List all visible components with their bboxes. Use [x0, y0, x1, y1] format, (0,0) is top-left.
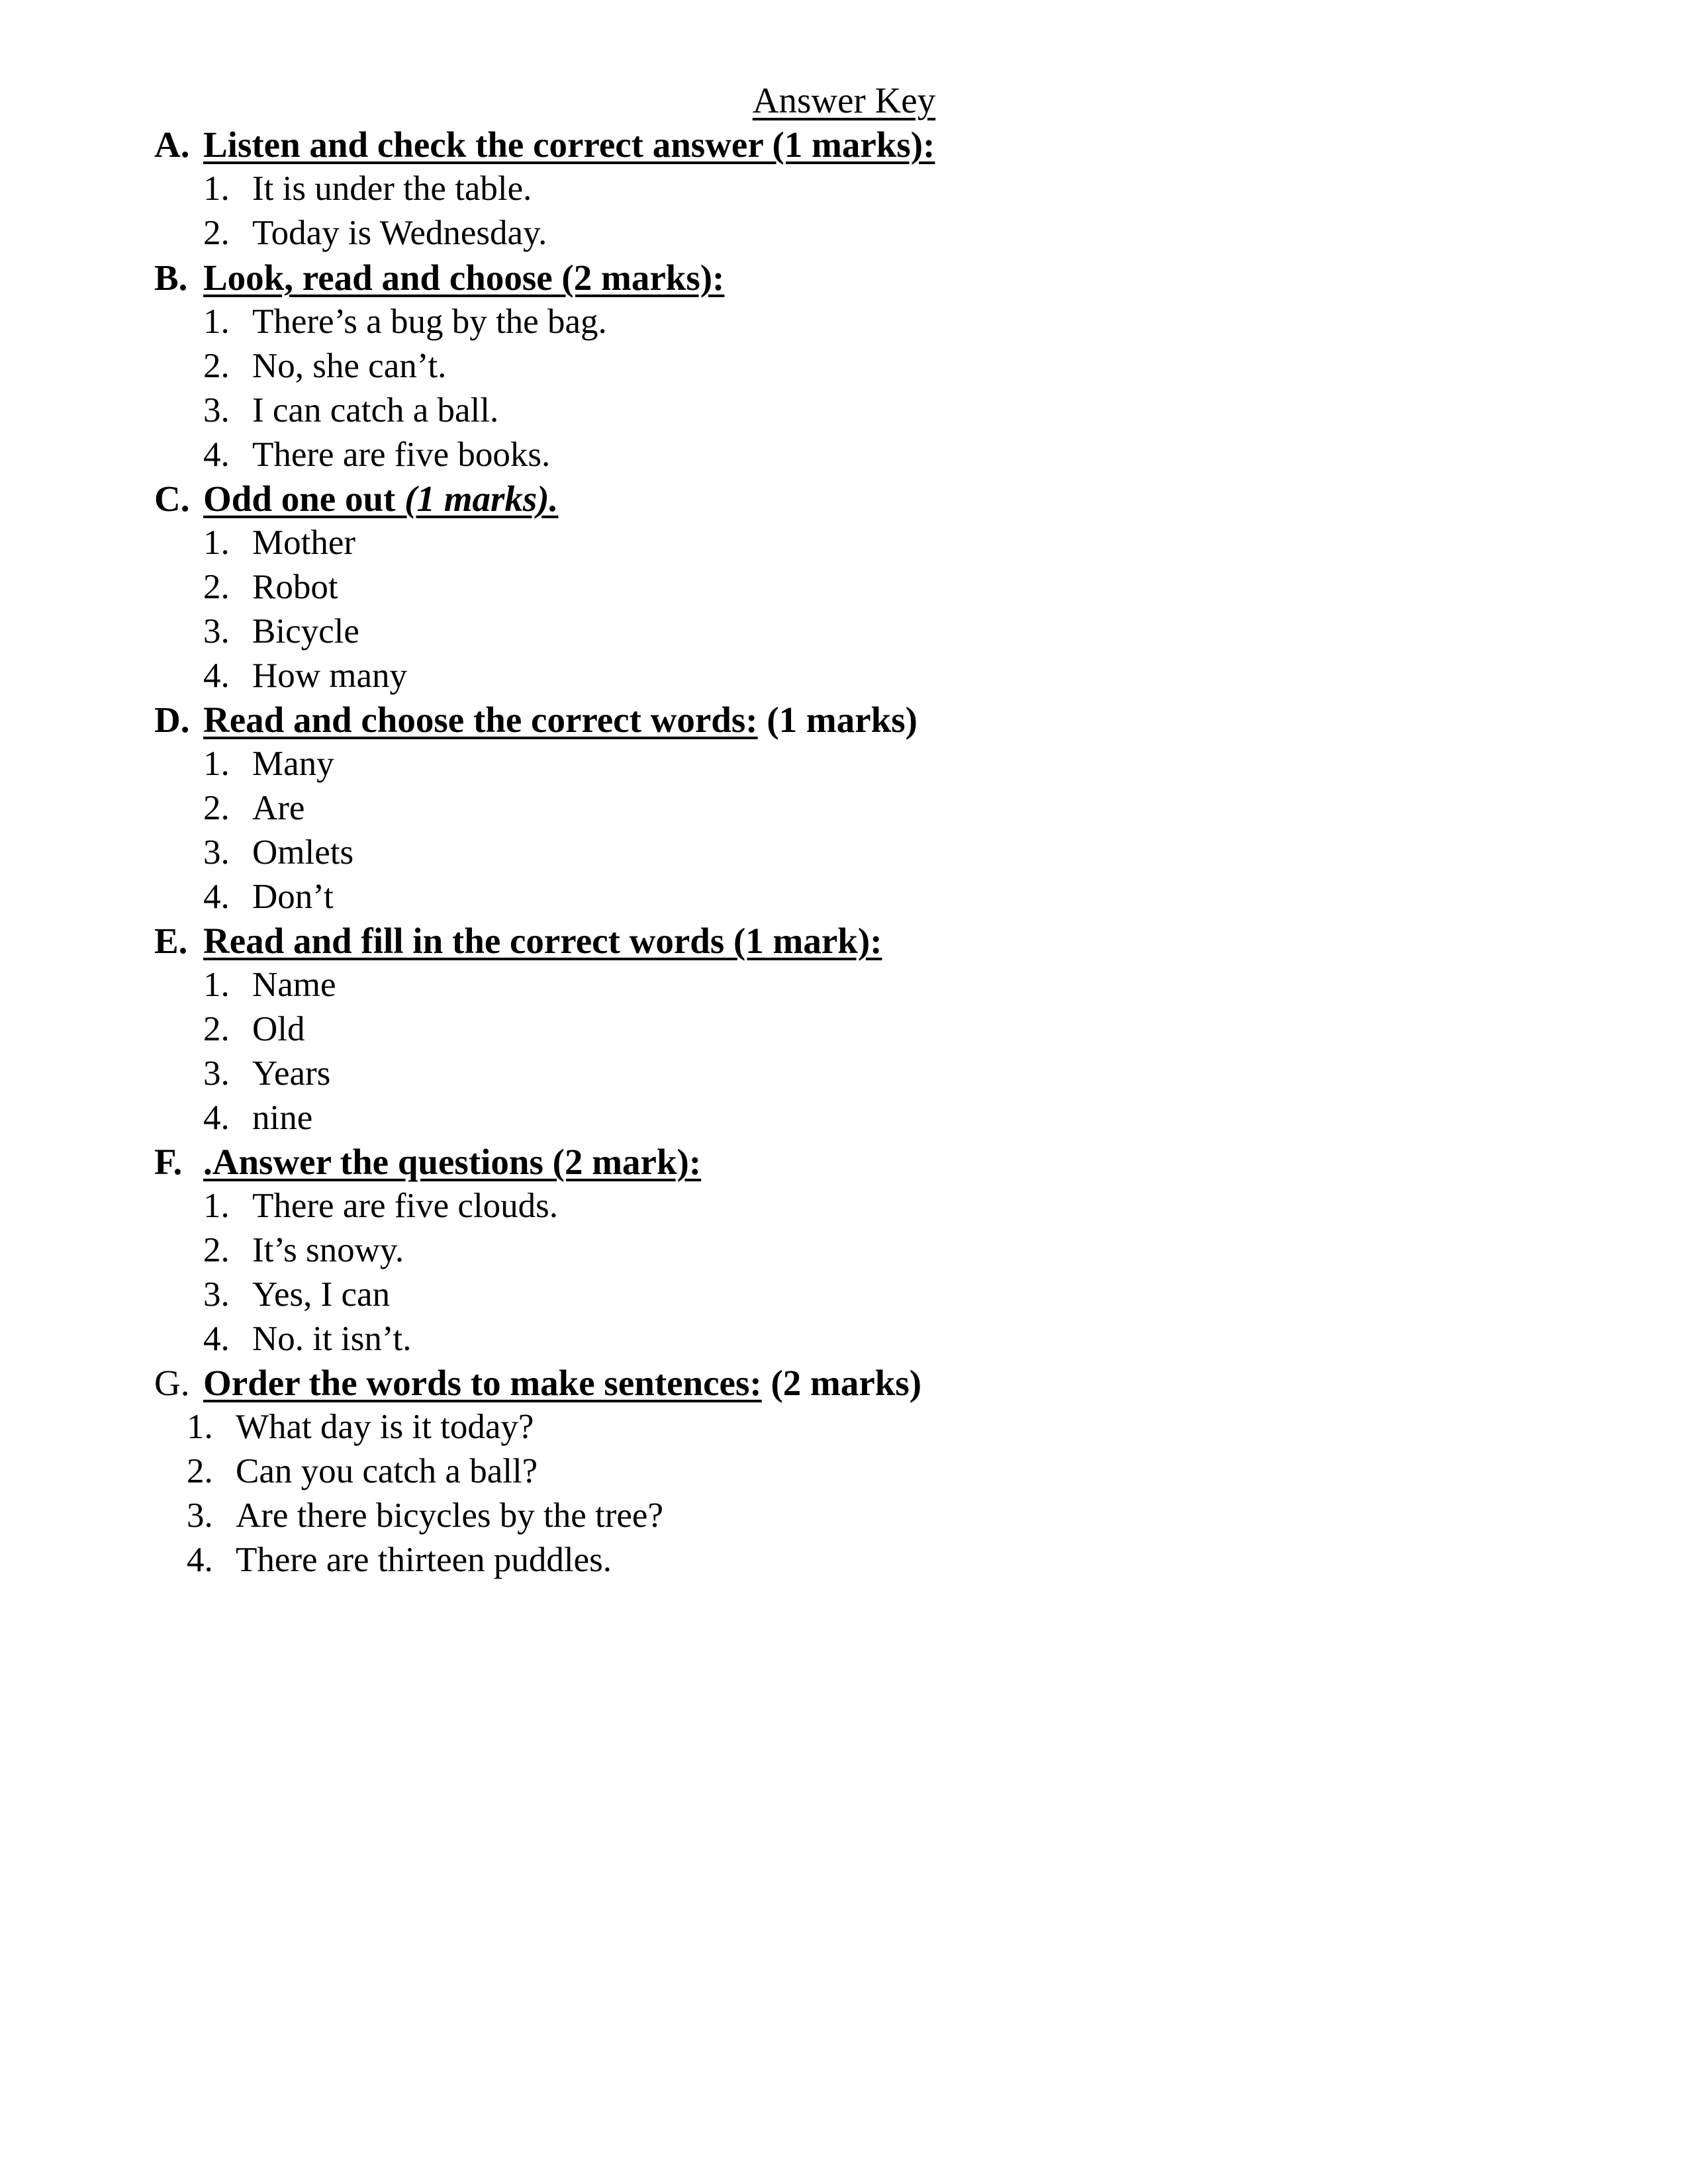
item-number: 1. [203, 1187, 230, 1225]
section-heading [203, 477, 558, 521]
section-f [0, 1140, 1688, 1361]
section-header [0, 919, 1688, 963]
section-c [0, 477, 1688, 698]
section-letter: G. [154, 1363, 190, 1403]
section-heading-main: Odd one out [203, 478, 405, 519]
section-header [0, 1140, 1688, 1184]
item-number: 1. [187, 1408, 213, 1446]
item-text: There are five books. [252, 435, 551, 474]
section-heading-marks: (1 marks). [404, 478, 559, 519]
list-item [0, 521, 1688, 565]
page-title: Answer Key [752, 80, 936, 120]
item-number: 1. [203, 966, 230, 1004]
list-item [0, 1494, 1688, 1538]
list-item [0, 300, 1688, 344]
list-item [0, 610, 1688, 654]
section-header [0, 255, 1688, 300]
item-text: Name [252, 966, 336, 1004]
list-item [0, 1449, 1688, 1494]
list-item [0, 388, 1688, 433]
item-text: There are five clouds. [252, 1187, 559, 1225]
item-number: 4. [187, 1541, 213, 1579]
list-item [0, 1096, 1688, 1140]
section-heading: Listen and check the correct answer (1 marks): [203, 124, 935, 165]
list-item [0, 1273, 1688, 1317]
section-letter: D. [154, 700, 190, 740]
section-letter: C. [154, 478, 190, 519]
item-number: 3. [203, 391, 230, 430]
list-item [0, 344, 1688, 388]
list-item [0, 963, 1688, 1007]
item-number: 2. [187, 1452, 213, 1490]
item-number: 4. [203, 1320, 230, 1358]
item-text: There are thirteen puddles. [236, 1541, 612, 1579]
section-header [0, 1361, 1688, 1405]
section-heading [203, 698, 917, 742]
list-item [0, 1007, 1688, 1052]
item-text: Years [252, 1054, 331, 1093]
item-number: 4. [203, 657, 230, 695]
section-letter: E. [154, 921, 188, 961]
list-item [0, 1405, 1688, 1449]
item-text: Are there bicycles by the tree? [236, 1496, 663, 1535]
item-text: Today is Wednesday. [252, 214, 547, 252]
section-letter: F. [154, 1142, 183, 1182]
item-text: No, she can’t. [252, 347, 447, 385]
section-header [0, 122, 1688, 167]
item-text: nine [252, 1099, 313, 1137]
section-heading-marks: (1 marks) [757, 700, 917, 740]
list-item [0, 167, 1688, 211]
item-text: Don’t [252, 878, 334, 916]
item-number: 2. [203, 568, 230, 606]
section-heading [203, 1361, 921, 1405]
item-text: Robot [252, 568, 338, 606]
item-text: Omlets [252, 833, 354, 872]
section-b [0, 255, 1688, 477]
list-item [0, 1184, 1688, 1228]
list-item [0, 875, 1688, 919]
section-a [0, 122, 1688, 255]
item-number: 3. [203, 612, 230, 651]
item-text: Many [252, 745, 334, 783]
item-number: 4. [203, 435, 230, 474]
list-item [0, 742, 1688, 786]
list-item [0, 831, 1688, 875]
item-number: 1. [203, 745, 230, 783]
section-header [0, 477, 1688, 521]
section-heading: .Answer the questions (2 mark): [203, 1142, 702, 1182]
item-number: 4. [203, 878, 230, 916]
item-number: 2. [203, 214, 230, 252]
item-number: 2. [203, 789, 230, 827]
item-number: 3. [203, 833, 230, 872]
list-item [0, 433, 1688, 477]
section-e [0, 919, 1688, 1140]
list-item [0, 654, 1688, 698]
item-number: 4. [203, 1099, 230, 1137]
item-text: Can you catch a ball? [236, 1452, 538, 1490]
item-number: 3. [187, 1496, 213, 1535]
list-item [0, 211, 1688, 255]
item-number: 3. [203, 1054, 230, 1093]
item-number: 1. [203, 523, 230, 562]
item-text: It is under the table. [252, 169, 532, 208]
item-text: Mother [252, 523, 356, 562]
item-number: 3. [203, 1275, 230, 1314]
item-text: What day is it today? [236, 1408, 534, 1446]
item-number: 1. [203, 169, 230, 208]
section-d [0, 698, 1688, 919]
section-heading-marks: (2 marks) [761, 1363, 922, 1403]
item-text: Bicycle [252, 612, 359, 651]
item-text: Yes, I can [252, 1275, 391, 1314]
section-header [0, 698, 1688, 742]
list-item [0, 1317, 1688, 1361]
section-heading-main: Order the words to make sentences: [203, 1363, 762, 1403]
item-text: It’s snowy. [252, 1231, 404, 1269]
item-number: 2. [203, 1010, 230, 1048]
item-text: How many [252, 657, 408, 695]
item-number: 2. [203, 347, 230, 385]
section-letter: A. [154, 124, 190, 165]
item-text: I can catch a ball. [252, 391, 499, 430]
list-item [0, 1052, 1688, 1096]
list-item [0, 1228, 1688, 1273]
item-number: 1. [203, 302, 230, 341]
section-g [0, 1361, 1688, 1582]
section-letter: B. [154, 257, 188, 298]
item-text: Are [252, 789, 305, 827]
section-heading: Look, read and choose (2 marks): [203, 257, 725, 298]
item-text: No. it isn’t. [252, 1320, 412, 1358]
list-item [0, 1538, 1688, 1582]
item-number: 2. [203, 1231, 230, 1269]
list-item [0, 786, 1688, 831]
list-item [0, 565, 1688, 610]
item-text: Old [252, 1010, 305, 1048]
section-heading: Read and fill in the correct words (1 mark): [203, 921, 882, 961]
section-heading-main: Read and choose the correct words: [203, 700, 758, 740]
item-text: There’s a bug by the bag. [252, 302, 607, 341]
